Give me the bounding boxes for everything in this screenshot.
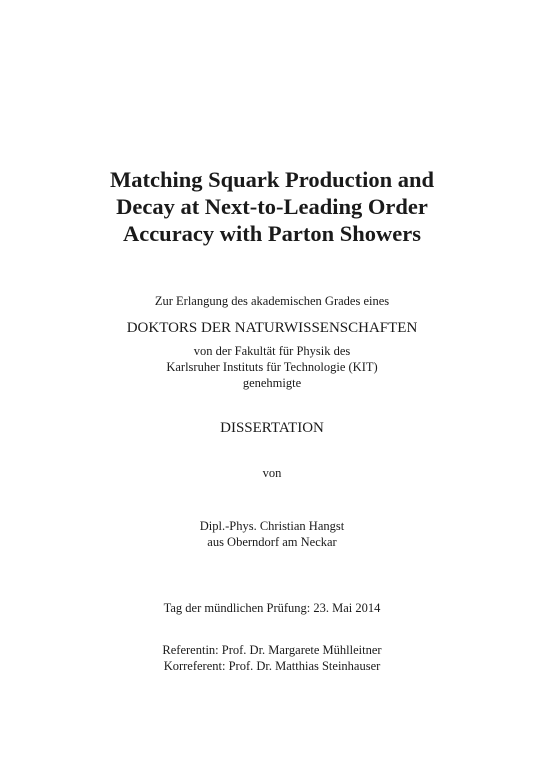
faculty-line: von der Fakultät für Physik des (193, 344, 351, 358)
exam-date: Tag der mündlichen Prüfung: 23. Mai 2014 (163, 601, 381, 615)
korreferent: Korreferent: Prof. Dr. Matthias Steinhauser (163, 659, 381, 673)
title-line-2: Decay at Next-to-Leading Order (116, 194, 428, 219)
document-type: DISSERTATION (220, 420, 324, 436)
title-line-3: Accuracy with Parton Showers (122, 221, 422, 246)
approved-line: genehmigte (242, 376, 302, 390)
degree-intro: Zur Erlangung des akademischen Grades eines (154, 294, 390, 308)
author-origin: aus Oberndorf am Neckar (207, 535, 337, 549)
referent: Referentin: Prof. Dr. Margarete Mühlleitner (162, 643, 382, 657)
title-line-1: Matching Squark Production and (109, 167, 435, 192)
by-line: von (262, 466, 282, 480)
institute-line: Karlsruher Instituts für Technologie (KIT) (166, 360, 378, 374)
author-name: Dipl.-Phys. Christian Hangst (199, 519, 345, 533)
degree-name: DOKTORS DER NATURWISSENSCHAFTEN (126, 320, 418, 336)
